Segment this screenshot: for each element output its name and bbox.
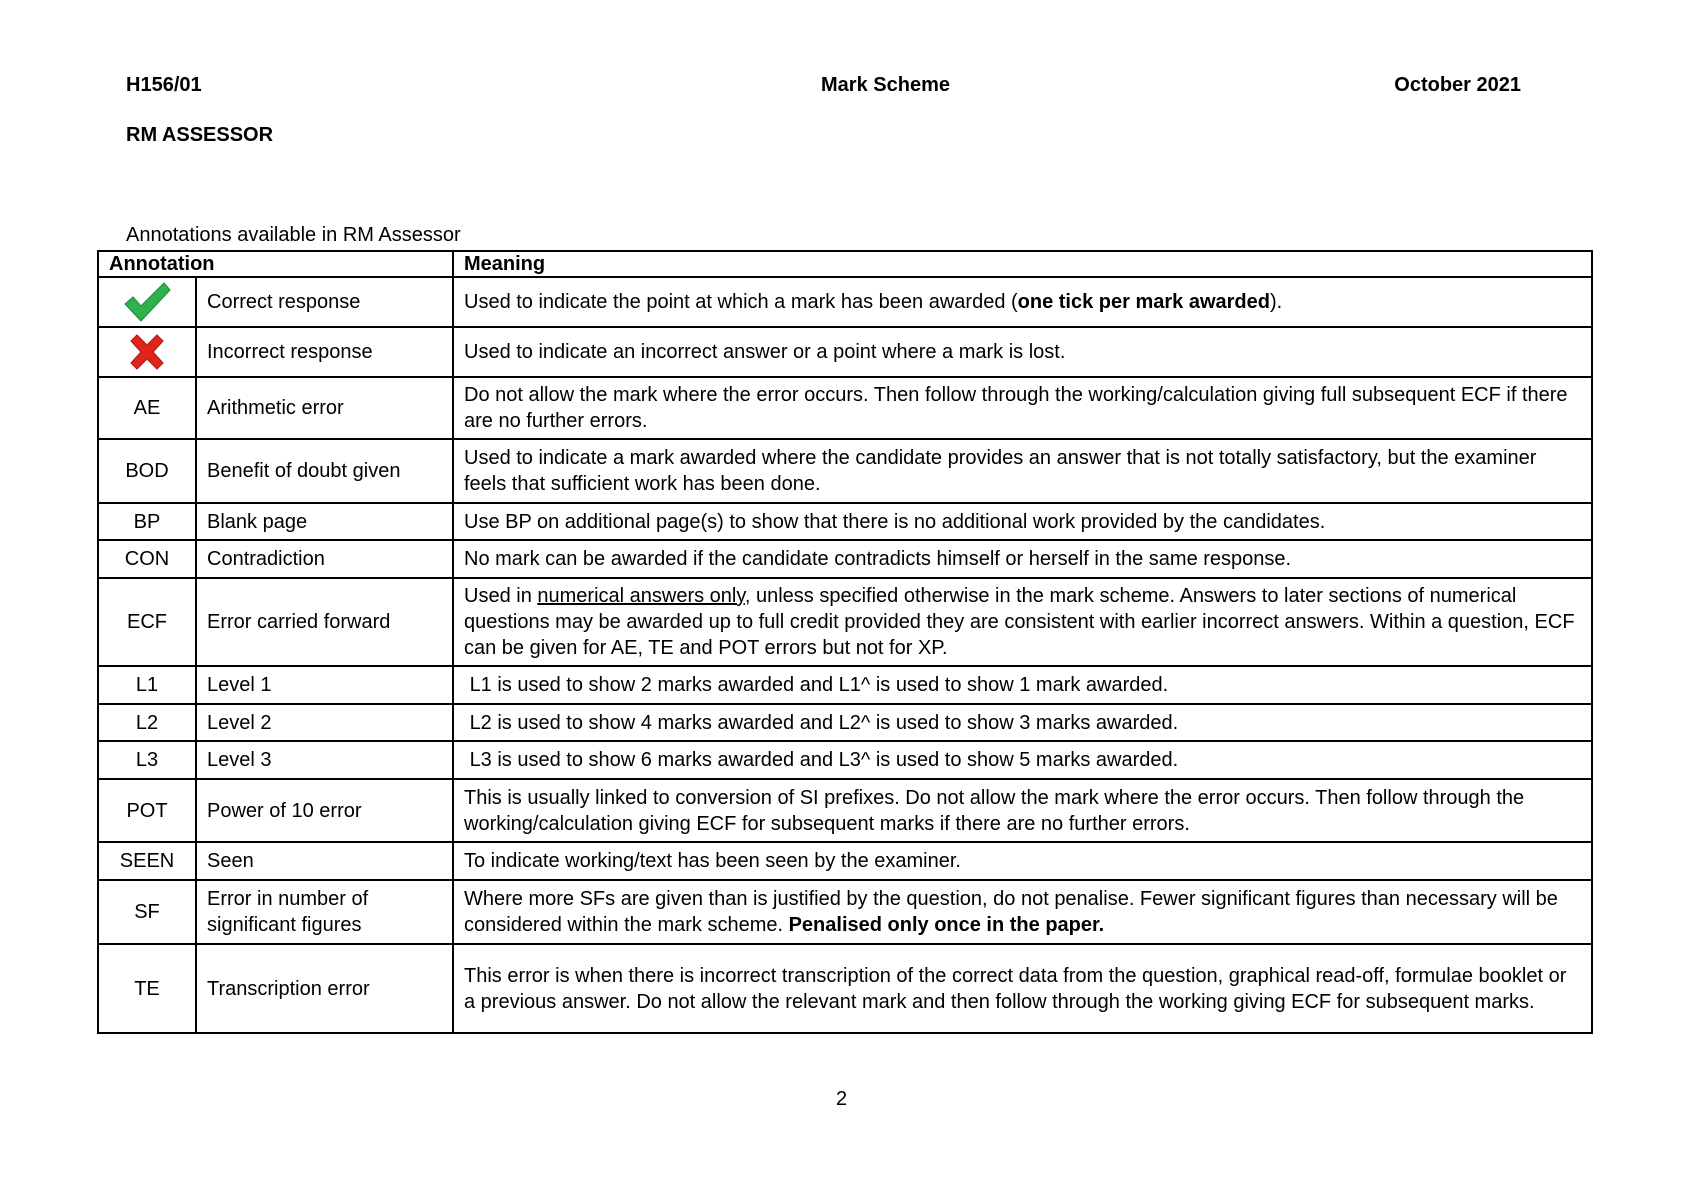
annotation-meaning: This error is when there is incorrect transcription of the correct data from the question, graphical read-off, formulae booklet or a previous answer. Do not allow the relevant mark and then follow through the working giving ECF for subsequent marks. xyxy=(453,944,1592,1033)
annotation-name: Level 1 xyxy=(196,666,453,704)
annotation-name: Benefit of doubt given xyxy=(196,439,453,503)
annotation-meaning: Use BP on additional page(s) to show that there is no additional work provided by the candidates. xyxy=(453,503,1592,540)
table-row xyxy=(98,503,1592,540)
annotation-code: L3 xyxy=(98,741,196,779)
table-row xyxy=(98,880,1592,944)
annotation-meaning: Used in numerical answers only, unless specified otherwise in the mark scheme. Answers to later sections of numerical questions may be awarded up to full credit provided they are consistent with earlier incorrect answers. Within a question, ECF can be given for AE, TE and POT errors but not for XP. xyxy=(453,578,1592,666)
annotation-meaning: Used to indicate a mark awarded where the candidate provides an answer that is not totally satisfactory, but the examiner feels that sufficient work has been done. xyxy=(453,439,1592,503)
table-row xyxy=(98,578,1592,666)
document-code: H156/01 xyxy=(126,74,202,96)
annotation-icon-cell xyxy=(98,327,196,377)
annotation-name: Contradiction xyxy=(196,540,453,578)
annotation-meaning: L2 is used to show 4 marks awarded and L2^ is used to show 3 marks awarded. xyxy=(453,704,1592,741)
annotation-meaning: No mark can be awarded if the candidate contradicts himself or herself in the same response. xyxy=(453,540,1592,578)
table-row xyxy=(98,666,1592,704)
annotation-name: Level 3 xyxy=(196,741,453,779)
annotation-code: SEEN xyxy=(98,842,196,880)
table-row xyxy=(98,741,1592,779)
table-row xyxy=(98,439,1592,503)
annotation-meaning: Do not allow the mark where the error occurs. Then follow through the working/calculation giving full subsequent ECF if there are no further errors. xyxy=(453,377,1592,439)
annotation-code: BOD xyxy=(98,439,196,503)
table-row xyxy=(98,327,1592,377)
annotation-meaning: Used to indicate an incorrect answer or a point where a mark is lost. xyxy=(453,327,1592,377)
table-row xyxy=(98,704,1592,741)
annotation-name: Blank page xyxy=(196,503,453,540)
annotation-name: Incorrect response xyxy=(196,327,453,377)
table-row xyxy=(98,779,1592,842)
annotation-name: Transcription error xyxy=(196,944,453,1033)
table-row xyxy=(98,277,1592,327)
annotation-code: L2 xyxy=(98,704,196,741)
page-number: 2 xyxy=(835,1088,848,1110)
annotation-code: L1 xyxy=(98,666,196,704)
table-row xyxy=(98,944,1592,1033)
meaning-column-header: Meaning xyxy=(453,251,1592,277)
table-header-row xyxy=(98,251,1592,277)
table-caption: Annotations available in RM Assessor xyxy=(126,224,461,246)
annotation-icon-cell xyxy=(98,277,196,327)
table-row xyxy=(98,842,1592,880)
annotation-code: SF xyxy=(98,880,196,944)
annotation-name: Level 2 xyxy=(196,704,453,741)
annotation-name: Error carried forward xyxy=(196,578,453,666)
annotation-code: TE xyxy=(98,944,196,1033)
annotation-code: BP xyxy=(98,503,196,540)
annotation-meaning: Where more SFs are given than is justified by the question, do not penalise. Fewer significant figures than necessary will be considered within the mark scheme. Penalised only once in the paper. xyxy=(453,880,1592,944)
annotation-name: Arithmetic error xyxy=(196,377,453,439)
annotation-meaning: L3 is used to show 6 marks awarded and L3^ is used to show 5 marks awarded. xyxy=(453,741,1592,779)
annotation-code: ECF xyxy=(98,578,196,666)
document-title: Mark Scheme xyxy=(821,74,950,96)
annotation-name: Seen xyxy=(196,842,453,880)
annotation-meaning: L1 is used to show 2 marks awarded and L1^ is used to show 1 mark awarded. xyxy=(453,666,1592,704)
annotation-code: AE xyxy=(98,377,196,439)
section-title: RM ASSESSOR xyxy=(126,124,274,146)
document-date: October 2021 xyxy=(1394,74,1521,96)
annotation-meaning: Used to indicate the point at which a mark has been awarded (one tick per mark awarded). xyxy=(453,277,1592,327)
annotation-name: Correct response xyxy=(196,277,453,327)
annotation-meaning: To indicate working/text has been seen by the examiner. xyxy=(453,842,1592,880)
table-row xyxy=(98,540,1592,578)
annotation-code: CON xyxy=(98,540,196,578)
annotation-name: Power of 10 error xyxy=(196,779,453,842)
table-row xyxy=(98,377,1592,439)
tick-icon xyxy=(122,280,172,324)
annotation-meaning: This is usually linked to conversion of SI prefixes. Do not allow the mark where the error occurs. Then follow through the working/calculation giving ECF for subsequent marks if there are no further errors. xyxy=(453,779,1592,842)
annotation-name: Error in number of significant figures xyxy=(196,880,453,944)
cross-icon xyxy=(127,333,167,371)
annotation-column-header: Annotation xyxy=(98,251,453,277)
annotation-code: POT xyxy=(98,779,196,842)
annotations-table xyxy=(97,250,1593,1034)
